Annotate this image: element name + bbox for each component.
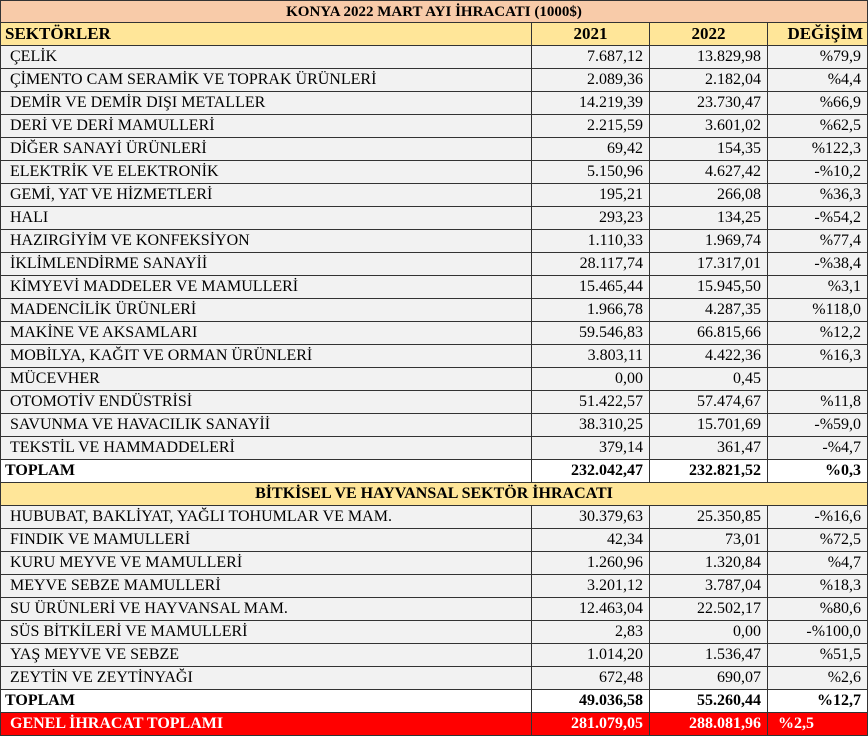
value-2022: 13.829,98	[650, 46, 768, 69]
value-2021: 3.201,12	[532, 575, 650, 598]
table-row	[1, 138, 868, 161]
value-2022: 690,07	[650, 667, 768, 690]
value-2021: 15.465,44	[532, 276, 650, 299]
value-2022: 0,45	[650, 368, 768, 391]
change-percent: %2,6	[768, 667, 868, 690]
table-row	[1, 69, 868, 92]
column-header-row	[1, 23, 868, 46]
sector-name: HUBUBAT, BAKLİYAT, YAĞLI TOHUMLAR VE MAM.	[1, 506, 532, 529]
change-percent: %2,5	[768, 713, 868, 736]
change-percent: %0,3	[768, 460, 868, 483]
value-2022: 0,00	[650, 621, 768, 644]
value-2022: 66.815,66	[650, 322, 768, 345]
value-2021: 281.079,05	[532, 713, 650, 736]
table-row	[1, 230, 868, 253]
sector-name: YAŞ MEYVE VE SEBZE	[1, 644, 532, 667]
table-row	[1, 299, 868, 322]
value-2022: 1.969,74	[650, 230, 768, 253]
table-row	[1, 368, 868, 391]
value-2022: 232.821,52	[650, 460, 768, 483]
table-row	[1, 552, 868, 575]
table-row	[1, 184, 868, 207]
sector-name: MÜCEVHER	[1, 368, 532, 391]
table-row	[1, 667, 868, 690]
value-2021: 49.036,58	[532, 690, 650, 713]
value-2022: 22.502,17	[650, 598, 768, 621]
change-percent: %4,7	[768, 552, 868, 575]
sector-name: KURU MEYVE VE MAMULLERİ	[1, 552, 532, 575]
table-row	[1, 391, 868, 414]
table-row	[1, 529, 868, 552]
value-2022: 1.320,84	[650, 552, 768, 575]
value-2021: 5.150,96	[532, 161, 650, 184]
change-percent: %3,1	[768, 276, 868, 299]
value-2022: 55.260,44	[650, 690, 768, 713]
value-2022: 154,35	[650, 138, 768, 161]
value-2022: 4.627,42	[650, 161, 768, 184]
value-2021: 51.422,57	[532, 391, 650, 414]
value-2022: 3.601,02	[650, 115, 768, 138]
value-2022: 73,01	[650, 529, 768, 552]
value-2021: 3.803,11	[532, 345, 650, 368]
table-row	[1, 644, 868, 667]
value-2021: 2,83	[532, 621, 650, 644]
value-2021: 1.260,96	[532, 552, 650, 575]
sector-name: HALI	[1, 207, 532, 230]
sector-name: ÇELİK	[1, 46, 532, 69]
table-row	[1, 575, 868, 598]
change-percent: -%38,4	[768, 253, 868, 276]
table-title-row	[1, 1, 868, 23]
value-2021: 2.215,59	[532, 115, 650, 138]
change-percent: %72,5	[768, 529, 868, 552]
value-2021: 38.310,25	[532, 414, 650, 437]
change-percent: %80,6	[768, 598, 868, 621]
change-percent: %51,5	[768, 644, 868, 667]
value-2021: 195,21	[532, 184, 650, 207]
change-percent: -%4,7	[768, 437, 868, 460]
table-row	[1, 207, 868, 230]
value-2022: 4.287,35	[650, 299, 768, 322]
header-2021: 2021	[532, 23, 650, 46]
sector-name: ÇİMENTO CAM SERAMİK VE TOPRAK ÜRÜNLERİ	[1, 69, 532, 92]
agri-section-header-row	[1, 483, 868, 506]
table-row	[1, 322, 868, 345]
table-row	[1, 115, 868, 138]
table-row	[1, 276, 868, 299]
value-2021: 1.966,78	[532, 299, 650, 322]
value-2021: 28.117,74	[532, 253, 650, 276]
value-2021: 1.110,33	[532, 230, 650, 253]
table-row	[1, 621, 868, 644]
industry-total-row	[1, 460, 868, 483]
change-percent: %11,8	[768, 391, 868, 414]
value-2022: 17.317,01	[650, 253, 768, 276]
change-percent: %66,9	[768, 92, 868, 115]
value-2022: 4.422,36	[650, 345, 768, 368]
agri-total-row	[1, 690, 868, 713]
sector-name: GEMİ, YAT VE HİZMETLERİ	[1, 184, 532, 207]
sector-name: TEKSTİL VE HAMMADDELERİ	[1, 437, 532, 460]
table-row	[1, 253, 868, 276]
value-2022: 15.701,69	[650, 414, 768, 437]
sector-name: DERİ VE DERİ MAMULLERİ	[1, 115, 532, 138]
change-percent	[768, 368, 868, 391]
table-title: KONYA 2022 MART AYI İHRACATI (1000$)	[1, 1, 868, 23]
value-2021: 1.014,20	[532, 644, 650, 667]
value-2021: 0,00	[532, 368, 650, 391]
value-2022: 57.474,67	[650, 391, 768, 414]
change-percent: -%10,2	[768, 161, 868, 184]
value-2021: 30.379,63	[532, 506, 650, 529]
sector-name: SÜS BİTKİLERİ VE MAMULLERİ	[1, 621, 532, 644]
change-percent: %4,4	[768, 69, 868, 92]
value-2022: 361,47	[650, 437, 768, 460]
change-percent: %79,9	[768, 46, 868, 69]
value-2021: 59.546,83	[532, 322, 650, 345]
change-percent: %122,3	[768, 138, 868, 161]
sector-name: FINDIK VE MAMULLERİ	[1, 529, 532, 552]
sector-name: TOPLAM	[1, 690, 532, 713]
sector-name: DİĞER SANAYİ ÜRÜNLERİ	[1, 138, 532, 161]
sector-name: GENEL İHRACAT TOPLAMI	[1, 713, 532, 736]
value-2021: 672,48	[532, 667, 650, 690]
header-change: DEĞİŞİM	[768, 23, 868, 46]
agri-section-header: BİTKİSEL VE HAYVANSAL SEKTÖR İHRACATI	[1, 483, 868, 506]
table-row	[1, 437, 868, 460]
change-percent: %16,3	[768, 345, 868, 368]
sector-name: MAKİNE VE AKSAMLARI	[1, 322, 532, 345]
sector-name: İKLİMLENDİRME SANAYİİ	[1, 253, 532, 276]
sector-name: ZEYTİN VE ZEYTİNYAĞI	[1, 667, 532, 690]
change-percent: -%59,0	[768, 414, 868, 437]
value-2022: 2.182,04	[650, 69, 768, 92]
sector-name: SAVUNMA VE HAVACILIK SANAYİİ	[1, 414, 532, 437]
change-percent: %118,0	[768, 299, 868, 322]
value-2022: 288.081,96	[650, 713, 768, 736]
table-row	[1, 598, 868, 621]
sector-name: ELEKTRİK VE ELEKTRONİK	[1, 161, 532, 184]
grand-total-row	[1, 713, 868, 736]
change-percent: %12,7	[768, 690, 868, 713]
value-2021: 69,42	[532, 138, 650, 161]
change-percent: %36,3	[768, 184, 868, 207]
table-row	[1, 92, 868, 115]
sector-name: OTOMOTİV ENDÜSTRİSİ	[1, 391, 532, 414]
value-2021: 2.089,36	[532, 69, 650, 92]
change-percent: %62,5	[768, 115, 868, 138]
change-percent: -%54,2	[768, 207, 868, 230]
value-2022: 15.945,50	[650, 276, 768, 299]
table-row	[1, 161, 868, 184]
sector-name: TOPLAM	[1, 460, 532, 483]
change-percent: -%100,0	[768, 621, 868, 644]
value-2022: 25.350,85	[650, 506, 768, 529]
table-row	[1, 414, 868, 437]
table-row	[1, 506, 868, 529]
header-sector: SEKTÖRLER	[1, 23, 532, 46]
value-2021: 42,34	[532, 529, 650, 552]
value-2021: 14.219,39	[532, 92, 650, 115]
value-2022: 1.536,47	[650, 644, 768, 667]
value-2022: 3.787,04	[650, 575, 768, 598]
change-percent: %18,3	[768, 575, 868, 598]
sector-name: SU ÜRÜNLERİ VE HAYVANSAL MAM.	[1, 598, 532, 621]
sector-name: KİMYEVİ MADDELER VE MAMULLERİ	[1, 276, 532, 299]
change-percent: %12,2	[768, 322, 868, 345]
change-percent: %77,4	[768, 230, 868, 253]
value-2022: 134,25	[650, 207, 768, 230]
sector-name: MEYVE SEBZE MAMULLERİ	[1, 575, 532, 598]
sector-name: HAZIRGİYİM VE KONFEKSİYON	[1, 230, 532, 253]
value-2021: 293,23	[532, 207, 650, 230]
value-2021: 232.042,47	[532, 460, 650, 483]
table-row	[1, 345, 868, 368]
header-2022: 2022	[650, 23, 768, 46]
value-2021: 379,14	[532, 437, 650, 460]
value-2021: 7.687,12	[532, 46, 650, 69]
value-2021: 12.463,04	[532, 598, 650, 621]
sector-name: MOBİLYA, KAĞIT VE ORMAN ÜRÜNLERİ	[1, 345, 532, 368]
sector-name: DEMİR VE DEMİR DIŞI METALLER	[1, 92, 532, 115]
sector-name: MADENCİLİK ÜRÜNLERİ	[1, 299, 532, 322]
table-row	[1, 46, 868, 69]
value-2022: 266,08	[650, 184, 768, 207]
change-percent: -%16,6	[768, 506, 868, 529]
value-2022: 23.730,47	[650, 92, 768, 115]
